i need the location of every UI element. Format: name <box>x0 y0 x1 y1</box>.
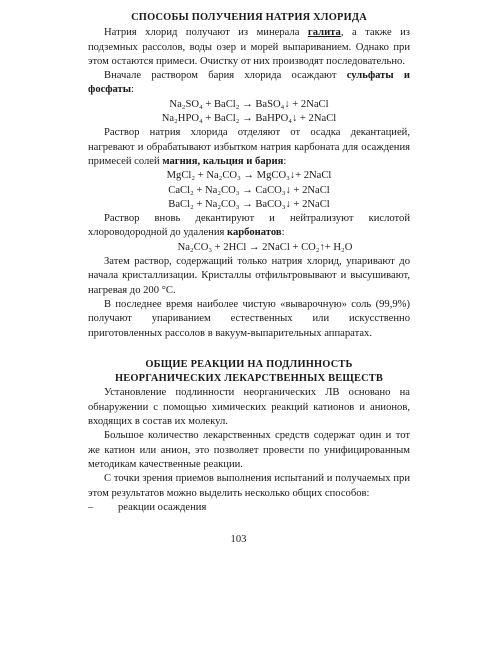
page-number: 103 <box>230 534 247 545</box>
bold-term-sulfates: сульфаты и фосфаты <box>88 70 410 96</box>
paragraph-identity: Установление подлинности неорганических ЛВ основано на обнаружении с помощью химических реакций катионов и анионов, входящих в состав их молекул. <box>88 387 410 428</box>
mineral-name: галита <box>307 27 341 39</box>
paragraph-crystallization: Затем раствор, содержащий только натрия хлорид, упаривают до начала кристаллизации. Кристаллы отфильтровывают и высушивают, нагревая до 200 °С. <box>88 256 410 296</box>
section-title-line-1: ОБЩИЕ РЕАКЦИИ НА ПОДЛИННОСТЬ <box>145 358 353 370</box>
bold-term-carbonates: карбонатов <box>227 227 282 239</box>
equation-5: BaCl₂ + Na₂CO₃ → BaCO₃↓ + 2NaCl <box>168 198 330 210</box>
section-title-sodium-chloride: СПОСОБЫ ПОЛУЧЕНИЯ НАТРИЯ ХЛОРИДА <box>131 12 367 23</box>
equation-1: Na₂SO₄ + BaCl₂ → BaSO₄↓ + 2NaCl <box>169 98 329 110</box>
page-content <box>88 11 410 515</box>
paragraph-sources: Натрия хлорид получают из минерала галита, а также из подземных рассолов, воды озер и морей выпариванием. Однако при этом остаются примеси. Очистку от них производят последовательно. <box>88 27 410 67</box>
paragraph-methods-intro: С точки зрения приемов выполнения испытаний и получаемых при этом результатов можно выделить несколько общих способов: <box>88 473 410 499</box>
paragraph-neutralization: Раствор вновь декантируют и нейтрализуют кислотой хлороводородной до удаления карбонатов: <box>88 213 410 239</box>
equation-3: MgCl₂ + Na₂CO₃ → MgCO₃↓+ 2NaCl <box>166 170 332 182</box>
section-gap <box>88 341 410 358</box>
paragraph-sulfates: Вначале раствором бария хлорида осаждают сульфаты и фосфаты: <box>88 70 410 96</box>
equation-6: Na₂CO₃ + 2HCl → 2NaCl + CO₂↑+ H₂O <box>177 241 353 253</box>
section-title-line-2: НЕОРГАНИЧЕСКИХ ЛЕКАРСТВЕННЫХ ВЕЩЕСТВ <box>114 373 384 385</box>
paragraph-unified-methods: Большое количество лекарственных средств содержат один и тот же катион или анион, это позволяет провести по унифицированным методикам качественные реакции. <box>88 430 410 470</box>
paragraph-decantation: Раствор натрия хлорида отделяют от осадка декантацией, нагревают и обрабатывают избытком натрия карбоната для осаждения примесей солей магния, кальция и бария: <box>88 127 410 167</box>
list-item-text: реакции осаждения <box>118 501 207 513</box>
equation-4: CaCl₂ + Na₂CO₃ → CaCO₃↓ + 2NaCl <box>168 184 330 196</box>
list-item <box>88 501 410 515</box>
paragraph-vacuum-salt: В последнее время наиболее чистую «выварочную» соль (99,9%) получают упариванием естественных или искусственно приготовленных рассолов в вакуум-выпарительных аппаратах. <box>88 298 410 339</box>
dash-marker: – <box>88 501 94 513</box>
equation-2: Na₂HPO₄ + BaCl₂ → BaHPO₄↓ + 2NaCl <box>161 113 337 125</box>
bold-term-cations: магния, кальция и бария <box>162 155 284 167</box>
